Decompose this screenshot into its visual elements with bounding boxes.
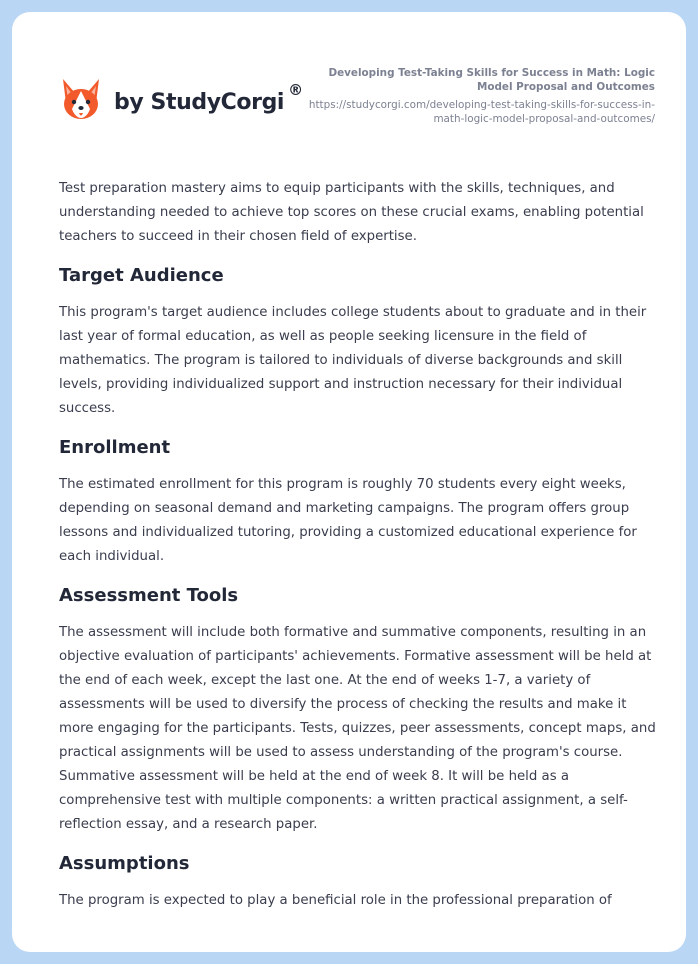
target-audience-paragraph: This program's target audience includes college students about to graduate and in their last year of formal education, as well as people seeking licensure in the field of mathematics. The program is tailored to individuals of diverse backgrounds and skill levels, providing individualized support and instruction necessary for their individual success.	[59, 305, 647, 416]
enrollment-paragraph: The estimated enrollment for this program is roughly 70 students every eight weeks, depending on seasonal demand and marketing campaigns. The program offers group lessons and individualized tutoring, providing a customized educational experience for each individual.	[59, 477, 637, 564]
document-page	[12, 12, 686, 952]
heading-assessment-tools: Assessment Tools	[59, 585, 239, 606]
assessment-tools-paragraph: The assessment will include both formative and summative components, resulting in an objective evaluation of participants' achievements. Formative assessment will be held at the end of each week, except the last one. At the end of weeks 1-7, a variety of assessments will be used to diversify the process of checking the results and make it more engaging for the participants. Tests, quizzes, peer assessments, concept maps, and practical assignments will be used to assess understanding of the program's course. Summative assessment will be held at the end of week 8. It will be held as a comprehensive test with multiple components: a written practical assignment, a self-reflection essay, and a research paper.	[59, 625, 656, 832]
studycorgi-logo[interactable]	[60, 76, 303, 124]
document-body	[59, 177, 659, 913]
intro-paragraph: Test preparation mastery aims to equip participants with the skills, techniques, and understanding needed to achieve top scores on these crucial exams, enabling potential teachers to succeed in their chosen field of expertise.	[59, 181, 644, 244]
brand-name: by StudyCorgi	[114, 89, 285, 115]
heading-target-audience: Target Audience	[59, 265, 224, 286]
heading-assumptions: Assumptions	[59, 853, 190, 874]
document-url[interactable]: https://studycorgi.com/developing-test-taking-skills-for-success-in-math-logic-model-proposal-and-outcomes/	[308, 99, 655, 125]
registered-mark: ®	[288, 81, 304, 99]
heading-enrollment: Enrollment	[59, 437, 171, 458]
document-title: Developing Test-Taking Skills for Success in Math: Logic Model Proposal and Outcomes	[328, 67, 655, 93]
corgi-logo-icon	[60, 77, 102, 123]
document-meta	[305, 66, 655, 126]
page-header	[12, 12, 686, 152]
assumptions-paragraph: The program is expected to play a beneficial role in the professional preparation of	[59, 893, 612, 908]
